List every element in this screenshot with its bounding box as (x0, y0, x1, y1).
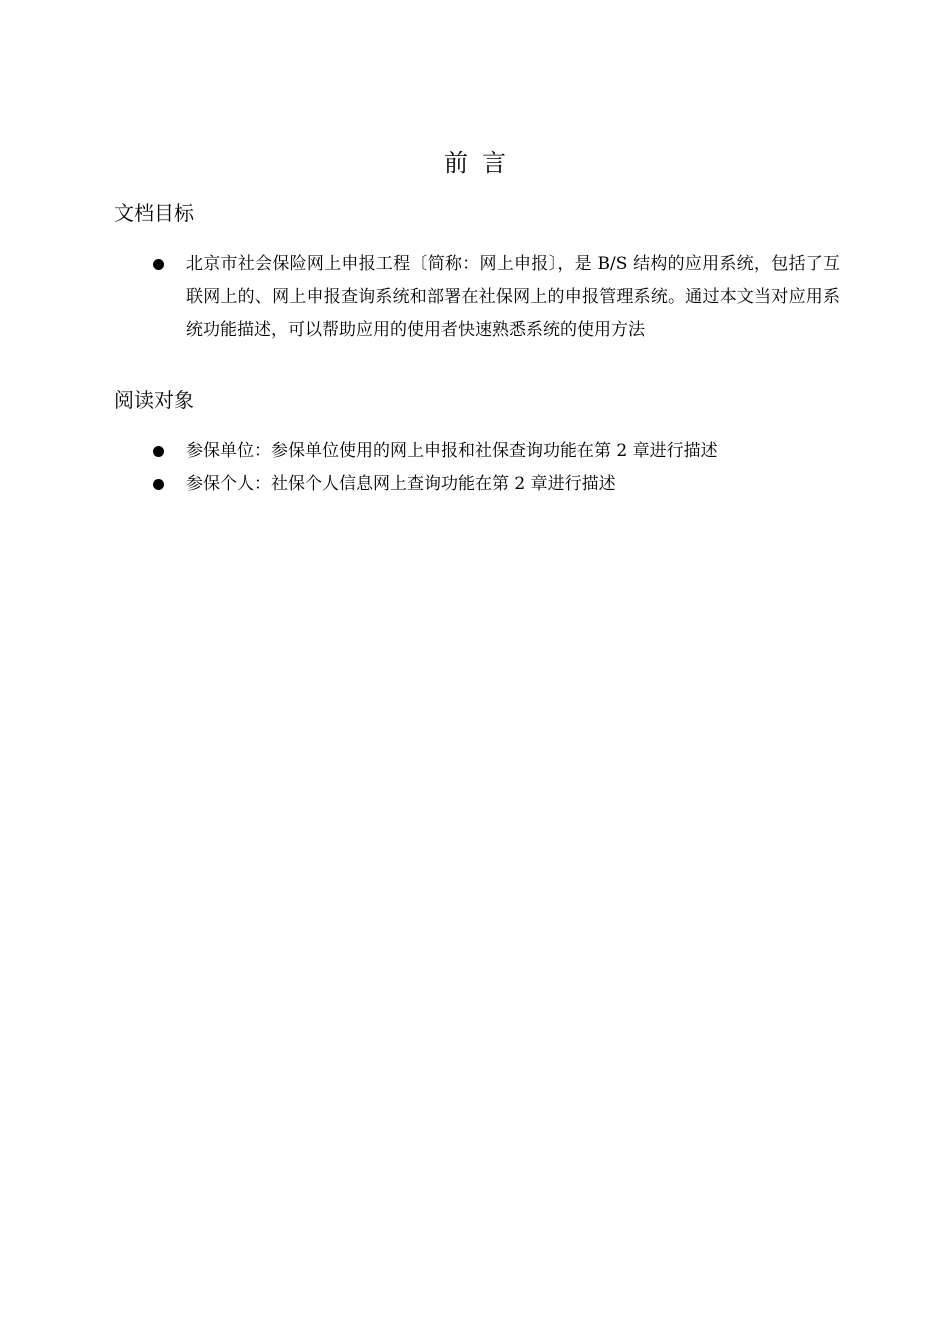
list-item (150, 468, 840, 501)
list-item-text: 参保单位：参保单位使用的网上申报和社保查询功能在第 2 章进行描述 (186, 441, 718, 461)
list-item (150, 435, 840, 468)
section-heading-document-goal: 文档目标 (114, 201, 194, 225)
section-heading-audience: 阅读对象 (114, 388, 194, 412)
list-item (150, 248, 840, 347)
bullet-icon (153, 446, 164, 457)
bullet-icon (153, 259, 164, 270)
document-goal-list (150, 248, 840, 347)
audience-list (150, 435, 840, 501)
list-item-text: 参保个人：社保个人信息网上查询功能在第 2 章进行描述 (186, 474, 616, 494)
bullet-icon (153, 479, 164, 490)
page-title: 前言 (444, 149, 520, 177)
list-item-text: 北京市社会保险网上申报工程〔简称：网上申报〕，是 B/S 结构的应用系统，包括了互联网上的、网上申报查询系统和部署在社保网上的申报管理系统。通过本文当对应用系统功能描述，可以帮助应用的使用者快速熟悉系统的使用方法 (186, 254, 840, 340)
